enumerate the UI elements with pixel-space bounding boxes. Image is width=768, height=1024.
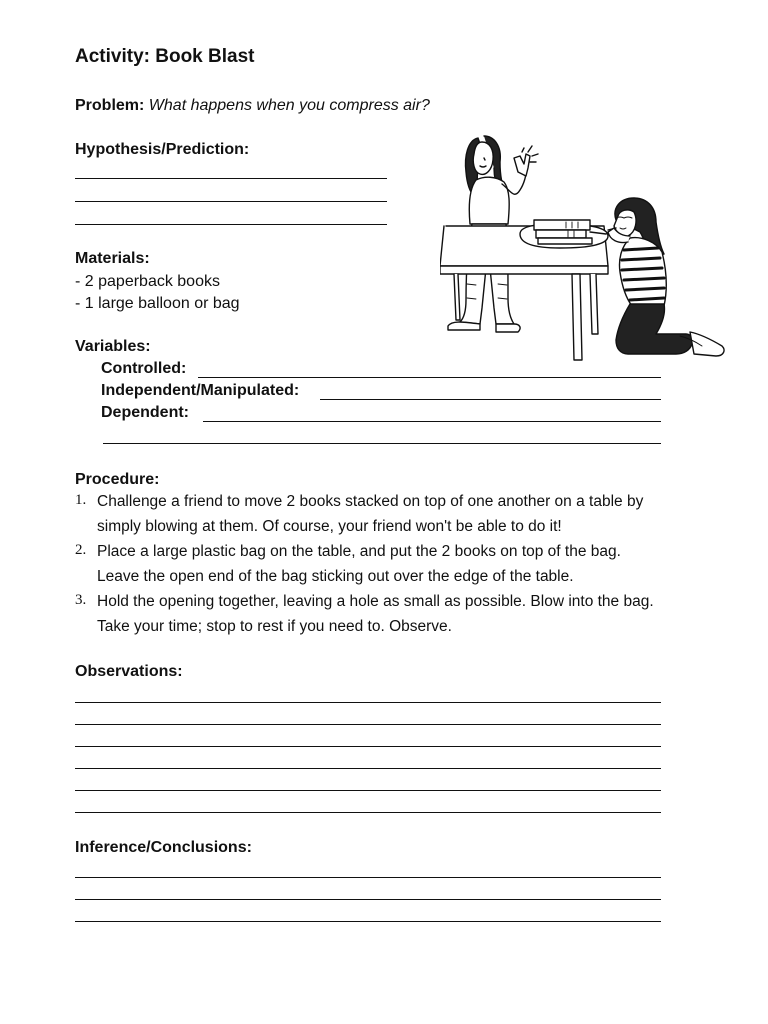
dependent-label: Dependent:	[101, 404, 189, 421]
problem-row	[75, 97, 430, 115]
worksheet-title: Activity: Book Blast	[75, 46, 255, 67]
step-line: simply blowing at them. Of course, your friend won't be able to do it!	[97, 518, 562, 535]
observation-line[interactable]	[75, 790, 661, 791]
hypothesis-line-2[interactable]	[75, 201, 387, 202]
book-blast-illustration	[440, 128, 730, 364]
step-number: 1.	[75, 492, 87, 508]
problem-question: What happens when you compress air?	[148, 97, 430, 114]
materials-item: - 2 paperback books	[75, 273, 220, 290]
controlled-line[interactable]	[198, 377, 661, 378]
independent-line[interactable]	[320, 399, 661, 400]
independent-label: Independent/Manipulated:	[101, 382, 300, 399]
materials-item: - 1 large balloon or bag	[75, 295, 240, 312]
hypothesis-line-1[interactable]	[75, 178, 387, 179]
procedure-label: Procedure:	[75, 471, 160, 488]
observation-line[interactable]	[75, 768, 661, 769]
hypothesis-line-3[interactable]	[75, 224, 387, 225]
step-text	[97, 489, 697, 539]
step-number: 2.	[75, 542, 87, 558]
conclusions-label: Inference/Conclusions:	[75, 839, 252, 856]
kneeling-girl-figure	[608, 198, 724, 356]
step-line: Hold the opening together, leaving a hole as small as possible. Blow into the bag.	[97, 593, 654, 610]
step-line: Leave the open end of the bag sticking out over the edge of the table.	[97, 568, 574, 585]
controlled-label: Controlled:	[101, 360, 187, 377]
step-text	[97, 539, 697, 589]
step-number: 3.	[75, 592, 87, 608]
dependent-line-2[interactable]	[103, 443, 661, 444]
variables-label: Variables:	[75, 338, 151, 355]
conclusion-line[interactable]	[75, 899, 661, 900]
observation-line[interactable]	[75, 746, 661, 747]
materials-label: Materials:	[75, 250, 150, 267]
dependent-line[interactable]	[203, 421, 661, 422]
observation-line[interactable]	[75, 702, 661, 703]
step-line: Take your time; stop to rest if you need to. Observe.	[97, 618, 452, 635]
step-line: Place a large plastic bag on the table, and put the 2 books on top of the bag.	[97, 543, 621, 560]
bag-and-books-figure	[520, 220, 610, 248]
step-text	[97, 589, 697, 639]
conclusion-line[interactable]	[75, 877, 661, 878]
conclusion-line[interactable]	[75, 921, 661, 922]
observation-line[interactable]	[75, 724, 661, 725]
hypothesis-label: Hypothesis/Prediction:	[75, 141, 250, 158]
observation-line[interactable]	[75, 812, 661, 813]
step-line: Challenge a friend to move 2 books stacked on top of one another on a table by	[97, 493, 644, 510]
problem-label: Problem:	[75, 97, 145, 114]
observations-label: Observations:	[75, 663, 183, 680]
